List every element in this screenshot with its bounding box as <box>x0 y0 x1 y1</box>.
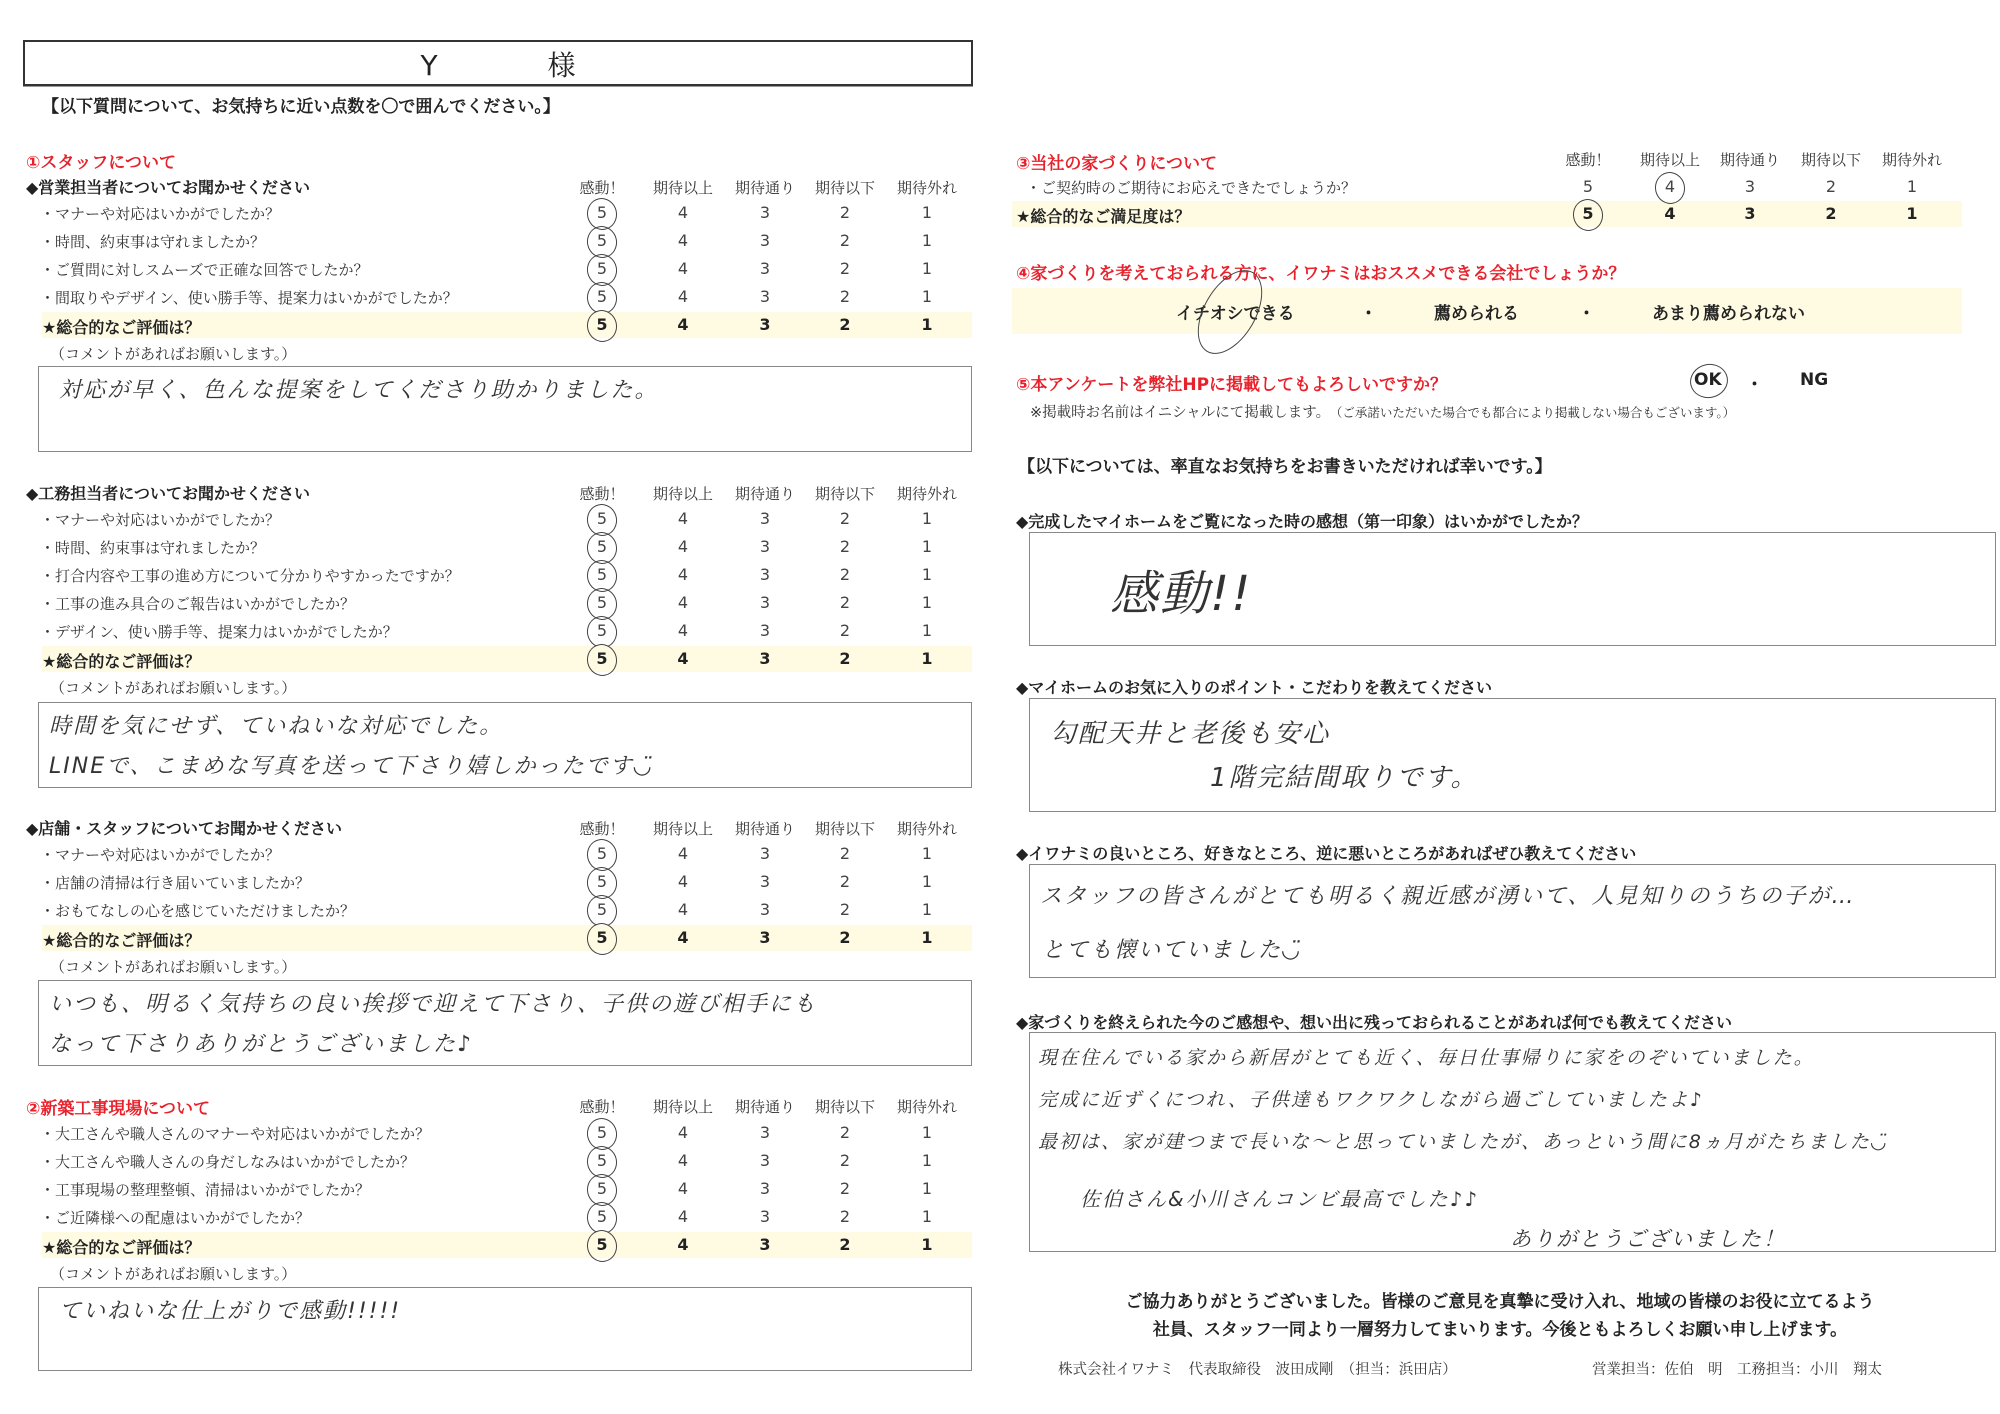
scale-label: 期待以上 <box>652 485 713 503</box>
score-option[interactable]: 2 <box>839 928 851 947</box>
section1-title: ①スタッフについて <box>26 153 177 173</box>
scale-label: 感動！ <box>579 485 625 503</box>
section5-title: ⑤本アンケートを弊社HPに掲載してもよろしいですか？ <box>1016 375 1448 395</box>
thanks-line-2: 社員、スタッフ一同より一層努力してまいります。今後ともよろしくお願い申し上げます。 <box>1152 1320 1848 1340</box>
scale-label: 感動！ <box>579 179 625 197</box>
score-option[interactable]: 4 <box>677 1151 689 1170</box>
score-option[interactable]: 4 <box>1664 204 1676 223</box>
store-comment-box[interactable] <box>38 980 972 1066</box>
score-option[interactable]: 5 <box>596 649 608 668</box>
comment-label: （コメントがあればお願いします。） <box>50 679 297 697</box>
recommend-option-medium[interactable]: 薦められる <box>1434 304 1519 324</box>
scale-label: 感動！ <box>1565 151 1611 169</box>
score-option[interactable]: 3 <box>759 565 771 584</box>
sales-comment-box[interactable] <box>38 366 972 452</box>
score-option[interactable]: 3 <box>759 1151 771 1170</box>
publish-note-small: （ご承諾いただいた場合でも都合により掲載しない場合もございます。） <box>1336 405 1736 420</box>
good-bad-title: ◆イワナミの良いところ、好きなところ、逆に悪いところがあればぜひ教えてください <box>1016 844 1637 863</box>
score-option[interactable]: 2 <box>839 315 851 334</box>
scale-label: 感動！ <box>579 820 625 838</box>
sales-block-title: ◆営業担当者についてお聞かせください <box>26 178 310 197</box>
score-option[interactable]: 1 <box>921 872 933 891</box>
question-text: ・時間、約束事は守れましたか？ <box>40 233 266 251</box>
score-option[interactable]: 2 <box>839 231 851 250</box>
comment-text-line: LINEで、こまめな写真を送って下さり嬉しかったです◡̈ <box>49 754 653 779</box>
option-separator: ・ <box>1578 304 1595 324</box>
score-option[interactable]: 5 <box>596 287 608 306</box>
score-option[interactable]: 1 <box>921 900 933 919</box>
score-option[interactable]: 2 <box>839 872 851 891</box>
score-option[interactable]: 1 <box>921 593 933 612</box>
question-text: ・デザイン、使い勝手等、提案力はいかがでしたか？ <box>40 623 398 641</box>
scale-label: 期待以上 <box>652 1098 713 1116</box>
score-option[interactable]: 2 <box>839 287 851 306</box>
score-option[interactable]: 1 <box>921 649 933 668</box>
first-impression-answer: 感動!! <box>1110 566 1253 622</box>
scale-label: 期待通り <box>1719 151 1780 169</box>
comment-text-line: いつも、明るく気持ちの良い挨拶で迎えて下さり、子供の遊び相手にも <box>49 992 818 1017</box>
score-option[interactable]: 4 <box>677 593 689 612</box>
favorite-point-box[interactable] <box>1029 698 1996 812</box>
score-option[interactable]: 5 <box>596 231 608 250</box>
score-option[interactable]: 1 <box>921 844 933 863</box>
comment-text-line: 時間を気にせず、ていねいな対応でした。 <box>49 714 504 739</box>
score-option[interactable]: 4 <box>677 1235 689 1254</box>
question-text: ・間取りやデザイン、使い勝手等、提案力はいかがでしたか？ <box>40 289 458 307</box>
score-option[interactable]: 2 <box>839 1151 851 1170</box>
publish-note-main: ※掲載時お名前はイニシャルにて掲載します。 <box>1030 405 1331 421</box>
score-option[interactable]: 5 <box>596 844 608 863</box>
score-option[interactable]: 3 <box>759 537 771 556</box>
score-option[interactable]: 1 <box>921 287 933 306</box>
score-option[interactable]: 2 <box>839 593 851 612</box>
customer-title-box <box>23 40 973 86</box>
scale-label: 期待外れ <box>1881 151 1942 169</box>
scale-label: 期待以下 <box>1800 151 1861 169</box>
section4-title: ④家づくりを考えておられる方に、イワナミはおススメできる会社でしょうか？ <box>1016 264 1626 284</box>
score-option[interactable]: 2 <box>839 1235 851 1254</box>
score-option[interactable]: 4 <box>677 621 689 640</box>
recommend-option-strong[interactable]: イチオシできる <box>1176 304 1295 324</box>
score-option[interactable]: 3 <box>759 315 771 334</box>
score-option[interactable]: 5 <box>596 1151 608 1170</box>
publish-note <box>1030 401 1735 422</box>
scale-label: 期待通り <box>734 485 795 503</box>
score-option[interactable]: 1 <box>921 1235 933 1254</box>
question-text: ・ご近隣様への配慮はいかがでしたか？ <box>40 1209 311 1227</box>
favorite-line-2: 1階完結間取りです。 <box>1210 763 1479 793</box>
score-option[interactable]: 4 <box>677 649 689 668</box>
score-option[interactable]: 2 <box>839 259 851 278</box>
question-text: ・打合内容や工事の進め方について分かりやすかったですか？ <box>40 567 460 585</box>
scale-label: 期待以上 <box>1639 151 1700 169</box>
score-option[interactable]: 1 <box>921 231 933 250</box>
score-option[interactable]: 1 <box>921 1151 933 1170</box>
score-option[interactable]: 3 <box>759 203 771 222</box>
score-option[interactable]: 2 <box>1825 204 1837 223</box>
favorite-line-1: 勾配天井と老後も安心 <box>1050 719 1331 749</box>
score-option[interactable]: 5 <box>596 259 608 278</box>
score-option[interactable]: 5 <box>596 565 608 584</box>
score-option[interactable]: 4 <box>677 928 689 947</box>
recommend-option-weak[interactable]: あまり薦められない <box>1652 304 1805 324</box>
publish-ok-option[interactable]: OK <box>1694 370 1722 390</box>
score-option[interactable]: 2 <box>839 537 851 556</box>
comment-label: （コメントがあればお願いします。） <box>50 345 297 363</box>
question-text: ・店舗の清掃は行き届いていましたか？ <box>40 874 311 892</box>
option-separator: ・ <box>1746 375 1763 395</box>
question-text: ・工事現場の整理整頓、清掃はいかがでしたか？ <box>40 1181 371 1199</box>
score-option[interactable]: 3 <box>759 928 771 947</box>
score-option[interactable]: 3 <box>759 872 771 891</box>
score-option[interactable]: 3 <box>759 509 771 528</box>
site-block-title: ②新築工事現場について <box>26 1099 211 1119</box>
score-option[interactable]: 5 <box>596 872 608 891</box>
score-option[interactable]: 5 <box>596 1123 608 1142</box>
question-text: ・ご質問に対しスムーズで正確な回答でしたか？ <box>40 261 369 279</box>
score-option[interactable]: 5 <box>596 509 608 528</box>
scale-label: 期待外れ <box>896 820 957 838</box>
score-option[interactable]: 3 <box>1744 177 1756 196</box>
scale-label: 期待通り <box>734 179 795 197</box>
score-option[interactable]: 4 <box>677 565 689 584</box>
question-text: ・マナーや対応はいかがでしたか？ <box>40 511 281 529</box>
score-option[interactable]: 2 <box>839 509 851 528</box>
score-option[interactable]: 2 <box>839 844 851 863</box>
score-option[interactable]: 4 <box>677 872 689 891</box>
scale-label: 期待以上 <box>652 820 713 838</box>
score-option[interactable]: 4 <box>677 259 689 278</box>
score-option[interactable]: 1 <box>921 1179 933 1198</box>
store-block-title: ◆店舗・スタッフについてお聞かせください <box>26 819 342 838</box>
score-option[interactable]: 2 <box>839 203 851 222</box>
score-option[interactable]: 1 <box>921 259 933 278</box>
memories-line-4: 佐伯さん&小川さんコンビ最高でした♪♪ <box>1080 1187 1480 1211</box>
scale-label: 期待外れ <box>896 179 957 197</box>
score-option[interactable]: 3 <box>759 1207 771 1226</box>
footer-staff: 営業担当：佐伯 明 工務担当：小川 翔太 <box>1592 1362 1882 1378</box>
score-option[interactable]: 3 <box>759 1179 771 1198</box>
score-option[interactable]: 4 <box>677 900 689 919</box>
section3-title: ③当社の家づくりについて <box>1016 154 1218 174</box>
score-option[interactable]: 1 <box>921 1207 933 1226</box>
score-option[interactable]: 5 <box>596 1179 608 1198</box>
score-option[interactable]: 4 <box>677 315 689 334</box>
score-option[interactable]: 4 <box>677 537 689 556</box>
memories-line-2: 完成に近ずくにつれ、子供達もワクワクしながら過ごしていましたよ♪ <box>1038 1089 1704 1111</box>
score-option[interactable]: 4 <box>677 203 689 222</box>
score-option[interactable]: 5 <box>596 621 608 640</box>
question-text: ・マナーや対応はいかがでしたか？ <box>40 205 281 223</box>
score-option[interactable]: 3 <box>1744 204 1756 223</box>
score-option[interactable]: 4 <box>677 287 689 306</box>
score-option[interactable]: 3 <box>759 621 771 640</box>
score-option[interactable]: 4 <box>677 844 689 863</box>
score-option[interactable]: 4 <box>1664 177 1676 196</box>
score-option[interactable]: 3 <box>759 593 771 612</box>
question-text: ・工事の進み具合のご報告はいかがでしたか？ <box>40 595 356 613</box>
total-label: ★総合的なご評価は？ <box>42 318 201 337</box>
comment-text: 対応が早く、色んな提案をしてくださり助かりました。 <box>59 378 659 403</box>
construction-comment-box[interactable] <box>38 702 972 788</box>
scale-label: 期待外れ <box>896 1098 957 1116</box>
score-option[interactable]: 4 <box>677 1179 689 1198</box>
memories-line-5: ありがとうございました！ <box>1510 1227 1786 1251</box>
score-option[interactable]: 2 <box>839 1123 851 1142</box>
first-impression-box[interactable] <box>1029 532 1996 646</box>
score-option[interactable]: 2 <box>839 565 851 584</box>
score-option[interactable]: 5 <box>1582 177 1594 196</box>
score-option[interactable]: 3 <box>759 900 771 919</box>
score-option[interactable]: 4 <box>677 1207 689 1226</box>
score-option[interactable]: 1 <box>921 565 933 584</box>
score-option[interactable]: 2 <box>839 900 851 919</box>
score-option[interactable]: 3 <box>759 649 771 668</box>
comment-text-line: なって下さりありがとうございました♪ <box>49 1032 474 1057</box>
score-option[interactable]: 1 <box>921 315 933 334</box>
section3-question: ・ご契約時のご期待にお応えできたでしょうか？ <box>1026 179 1357 197</box>
scale-label: 期待以下 <box>814 179 875 197</box>
comment-label: （コメントがあればお願いします。） <box>50 1265 297 1283</box>
score-option[interactable]: 5 <box>1582 204 1594 223</box>
score-option[interactable]: 3 <box>759 844 771 863</box>
score-option[interactable]: 3 <box>759 287 771 306</box>
construction-block-title: ◆工務担当者についてお聞かせください <box>26 484 310 503</box>
total-label: ★総合的なご評価は？ <box>42 931 201 950</box>
score-option[interactable]: 1 <box>921 1123 933 1142</box>
score-option[interactable]: 1 <box>921 203 933 222</box>
score-option[interactable]: 5 <box>596 1207 608 1226</box>
memories-box[interactable] <box>1029 1032 1996 1252</box>
question-text: ・おもてなしの心を感じていただけましたか？ <box>40 902 356 920</box>
comment-text: ていねいな仕上がりで感動!!!!! <box>59 1299 402 1324</box>
publish-ng-option[interactable]: NG <box>1800 370 1829 390</box>
score-option[interactable]: 5 <box>596 315 608 334</box>
question-text: ・時間、約束事は守れましたか？ <box>40 539 266 557</box>
memories-line-1: 現在住んでいる家から新居がとても近く、毎日仕事帰りに家をのぞいていました。 <box>1038 1047 1815 1069</box>
site-comment-box[interactable] <box>38 1287 972 1371</box>
scale-label: 期待通り <box>734 1098 795 1116</box>
score-option[interactable]: 3 <box>759 1123 771 1142</box>
question-text: ・大工さんや職人さんのマナーや対応はいかがでしたか？ <box>40 1125 431 1143</box>
score-option[interactable]: 5 <box>596 900 608 919</box>
score-option[interactable]: 1 <box>1906 177 1918 196</box>
good-bad-box[interactable] <box>1029 864 1996 978</box>
scale-label: 期待以下 <box>814 820 875 838</box>
question-text: ・マナーや対応はいかがでしたか？ <box>40 846 281 864</box>
score-option[interactable]: 1 <box>921 928 933 947</box>
first-impression-title: ◆完成したマイホームをご覧になった時の感想（第一印象）はいかがでしたか？ <box>1016 512 1588 531</box>
score-option[interactable]: 2 <box>1825 177 1837 196</box>
section3-total-label: ★総合的なご満足度は？ <box>1016 207 1191 226</box>
thanks-line-1: ご協力ありがとうございました。皆様のご意見を真摯に受け入れ、地域の皆様のお役に立てるよう <box>1125 1292 1875 1312</box>
memories-title: ◆家づくりを終えられた今のご感想や、想い出に残っておられることがあれば何でも教えてください <box>1016 1013 1732 1032</box>
good-bad-line-1: スタッフの皆さんがとても明るく親近感が湧いて、人見知りのうちの子が… <box>1040 884 1856 909</box>
good-bad-line-2: とても懐いていました◡̈ <box>1042 938 1301 963</box>
honorific: 様 <box>547 49 576 82</box>
scale-label: 期待以下 <box>814 1098 875 1116</box>
score-option[interactable]: 4 <box>677 231 689 250</box>
total-label: ★総合的なご評価は？ <box>42 1238 201 1257</box>
score-option[interactable]: 1 <box>1906 204 1918 223</box>
option-separator: ・ <box>1360 304 1377 324</box>
total-label: ★総合的なご評価は？ <box>42 652 201 671</box>
score-option[interactable]: 3 <box>759 231 771 250</box>
score-option[interactable]: 4 <box>677 1123 689 1142</box>
comment-label: （コメントがあればお願いします。） <box>50 958 297 976</box>
free-instruction: 【以下については、率直なお気持ちをお書きいただければ幸いです。】 <box>1018 457 1552 477</box>
score-option[interactable]: 2 <box>839 649 851 668</box>
scale-label: 感動！ <box>579 1098 625 1116</box>
score-option[interactable]: 5 <box>596 203 608 222</box>
score-option[interactable]: 5 <box>596 593 608 612</box>
memories-line-3: 最初は、家が建つまで長いな〜と思っていましたが、あっという間に8ヵ月がたちました◡̈ <box>1038 1131 1888 1153</box>
score-option[interactable]: 3 <box>759 259 771 278</box>
scale-label: 期待外れ <box>896 485 957 503</box>
instruction-text: 【以下質問について、お気持ちに近い点数を〇で囲んでください。】 <box>42 97 560 117</box>
question-text: ・大工さんや職人さんの身だしなみはいかがでしたか？ <box>40 1153 416 1171</box>
customer-initial: Y <box>420 49 438 82</box>
score-option[interactable]: 4 <box>677 509 689 528</box>
score-option[interactable]: 1 <box>921 509 933 528</box>
score-option[interactable]: 2 <box>839 1179 851 1198</box>
scale-label: 期待通り <box>734 820 795 838</box>
score-option[interactable]: 5 <box>596 928 608 947</box>
selected-circle-mark <box>1687 360 1731 401</box>
favorite-point-title: ◆マイホームのお気に入りのポイント・こだわりを教えてください <box>1016 678 1492 697</box>
footer-company: 株式会社イワナミ 代表取締役 波田成剛 （担当：浜田店） <box>1058 1362 1457 1378</box>
score-option[interactable]: 2 <box>839 1207 851 1226</box>
score-option[interactable]: 1 <box>921 621 933 640</box>
scale-label: 期待以上 <box>652 179 713 197</box>
score-option[interactable]: 1 <box>921 537 933 556</box>
scale-label: 期待以下 <box>814 485 875 503</box>
score-option[interactable]: 3 <box>759 1235 771 1254</box>
score-option[interactable]: 2 <box>839 621 851 640</box>
score-option[interactable]: 5 <box>596 1235 608 1254</box>
score-option[interactable]: 5 <box>596 537 608 556</box>
